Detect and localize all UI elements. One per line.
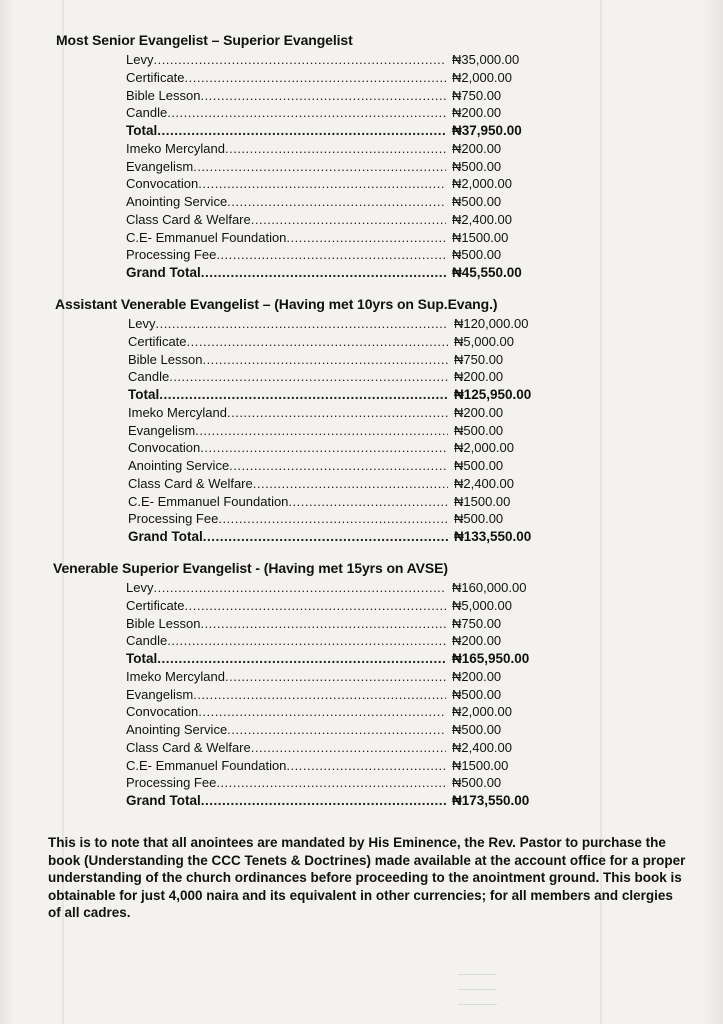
fee-label: Grand Total ..... — [128, 529, 448, 544]
section-title: Most Senior Evangelist – Superior Evangelist — [56, 32, 353, 48]
fee-amount: ₦125,950.00 — [454, 387, 532, 402]
fee-label: Total ..... — [126, 651, 446, 666]
fee-amount: ₦165,950.00 — [452, 651, 530, 666]
fee-label: Total ..... — [126, 123, 446, 138]
fee-amount: ₦45,550.00 — [452, 265, 522, 280]
fee-amount: ₦750.00 — [452, 87, 502, 103]
fee-label: Certificate ..... — [126, 598, 446, 613]
fee-label: Bible Lesson ..... — [126, 616, 446, 631]
fee-amount: ₦750.00 — [452, 615, 502, 631]
fee-label: Bible Lesson ..... — [126, 88, 446, 103]
fee-label: Evangelism ..... — [126, 687, 446, 702]
fee-label: C.E- Emmanuel Foundation ..... — [126, 758, 446, 773]
fee-label: Class Card & Welfare ..... — [128, 476, 448, 491]
fee-label: Certificate ..... — [126, 70, 446, 85]
fee-label: Class Card & Welfare ..... — [126, 212, 446, 227]
fee-amount: ₦500.00 — [452, 247, 502, 263]
fee-label: Levy ..... — [126, 52, 446, 67]
fee-amount: ₦35,000.00 — [452, 52, 520, 67]
fee-label: Anointing Service ..... — [126, 722, 446, 737]
anointment-note: This is to note that all anointees are mandated by His Eminence, the Rev. Pastor to purchase the book (Understanding the CCC Tenets & Doctrines) made available at the account office for a proper understanding of the church ordinances before proceeding to the anointment ground. This book is obtainable for just 4,000 naira and its equivalent in other currencies; for all members and clergies of all cadres. — [48, 835, 686, 920]
fee-label: Evangelism ..... — [126, 159, 446, 174]
fee-label: Certificate ..... — [128, 334, 448, 349]
fee-label: Imeko Mercyland ..... — [126, 141, 446, 156]
fee-amount: ₦500.00 — [452, 722, 502, 737]
fee-label: Grand Total ..... — [126, 793, 446, 808]
fee-amount: ₦5,000.00 — [452, 597, 512, 613]
fee-amount: ₦2,000.00 — [452, 69, 512, 85]
fee-label: Levy ..... — [128, 316, 448, 331]
fee-label: Candle ..... — [128, 369, 448, 384]
fee-label: Candle ..... — [126, 633, 446, 648]
fee-amount: ₦500.00 — [452, 158, 502, 174]
fee-amount: ₦2,400.00 — [452, 739, 512, 755]
fee-amount: ₦1500.00 — [452, 757, 509, 773]
fee-amount: ₦37,950.00 — [452, 123, 522, 138]
fee-amount: ₦1500.00 — [454, 493, 511, 509]
fee-amount: ₦1500.00 — [452, 229, 509, 245]
fee-amount: ₦5,000.00 — [454, 333, 514, 349]
fee-amount: ₦200.00 — [452, 140, 502, 156]
fee-amount: ₦173,550.00 — [452, 793, 530, 808]
fee-label: Convocation ..... — [126, 704, 446, 719]
fee-label: Imeko Mercyland ..... — [126, 669, 446, 684]
fee-amount: ₦500.00 — [454, 458, 504, 473]
fee-amount: ₦500.00 — [452, 686, 502, 702]
fee-label: Total ..... — [128, 387, 448, 402]
fee-label: Grand Total ..... — [126, 265, 446, 280]
fee-amount: ₦200.00 — [452, 105, 502, 121]
fee-label: C.E- Emmanuel Foundation ..... — [126, 230, 446, 245]
fee-amount: ₦500.00 — [454, 422, 504, 438]
fee-amount: ₦2,400.00 — [454, 475, 514, 491]
fee-amount: ₦2,400.00 — [452, 211, 512, 227]
fee-label: Anointing Service ..... — [126, 194, 446, 209]
fee-amount: ₦200.00 — [452, 668, 502, 684]
fee-label: Class Card & Welfare ..... — [126, 740, 446, 755]
fee-amount: ₦133,550.00 — [454, 529, 532, 544]
fee-label: Processing Fee ..... — [126, 775, 446, 790]
fee-amount: ₦200.00 — [454, 404, 504, 420]
fee-amount: ₦500.00 — [454, 511, 504, 527]
faded-bleed-through: ───── ───── ───── — [458, 969, 497, 1011]
fee-label: Convocation ..... — [126, 176, 446, 191]
fee-label: Evangelism ..... — [128, 423, 448, 438]
fee-amount: ₦2,000.00 — [452, 176, 512, 192]
fee-label: Bible Lesson ..... — [128, 352, 448, 367]
fee-amount: ₦500.00 — [452, 194, 502, 209]
fee-label: Convocation ..... — [128, 440, 448, 455]
fee-label: Processing Fee ..... — [126, 247, 446, 262]
fee-amount: ₦120,000.00 — [454, 316, 529, 331]
fee-label: C.E- Emmanuel Foundation ..... — [128, 494, 448, 509]
fee-label: Candle ..... — [126, 105, 446, 120]
fee-label: Processing Fee ..... — [128, 511, 448, 526]
fee-amount: ₦500.00 — [452, 775, 502, 791]
section-title: Assistant Venerable Evangelist – (Having met 10yrs on Sup.Evang.) — [55, 296, 498, 312]
fee-amount: ₦750.00 — [454, 351, 504, 367]
fee-label: Levy ..... — [126, 580, 446, 595]
fee-amount: ₦200.00 — [452, 633, 502, 649]
fee-amount: ₦200.00 — [454, 369, 504, 385]
fee-label: Anointing Service ..... — [128, 458, 448, 473]
fee-amount: ₦2,000.00 — [454, 440, 514, 456]
fee-label: Imeko Mercyland ..... — [128, 405, 448, 420]
fee-amount: ₦2,000.00 — [452, 704, 512, 720]
section-title: Venerable Superior Evangelist - (Having met 15yrs on AVSE) — [53, 560, 448, 576]
fee-amount: ₦160,000.00 — [452, 580, 527, 595]
